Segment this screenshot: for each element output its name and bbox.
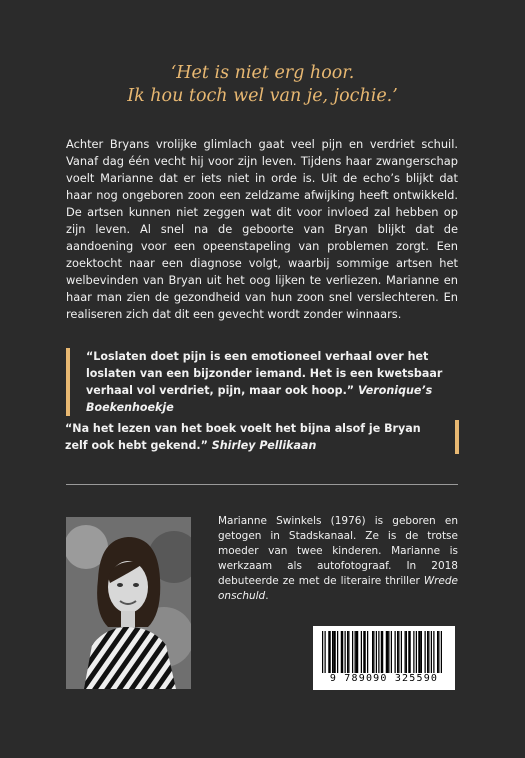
author-bio: [218, 514, 458, 604]
barcode-bar: [388, 631, 389, 673]
barcode-bar: [381, 631, 382, 673]
review-quote-2-source: Shirley Pellikaan: [211, 439, 317, 452]
barcode-bar: [410, 631, 411, 673]
barcode-bar: [395, 631, 396, 673]
barcode-bar: [330, 631, 331, 673]
barcode-bar: [356, 631, 357, 673]
barcode-bar: [428, 631, 429, 673]
barcode-bar: [341, 631, 342, 673]
author-bio-end: .: [265, 590, 269, 602]
barcode-bar: [421, 631, 422, 673]
author-bio-text: Marianne Swinkels (1976) is geboren en getogen in Stadskanaal. Ze is de trotse moeder van twee kinderen. Marianne is werkzaam als autofotograaf. In 2018 debuteerde ze met de literaire thriller: [218, 515, 458, 587]
author-bio-book-title: Wrede onschuld: [218, 575, 458, 602]
tagline-line-1: ‘Het is niet erg hoor.: [170, 63, 355, 83]
barcode-bar: [355, 631, 356, 673]
author-photo: [66, 517, 191, 689]
barcode-bar: [401, 631, 402, 673]
barcode-bar: [332, 631, 333, 673]
author-photo-image: [66, 517, 191, 689]
barcode-bar: [335, 631, 336, 673]
review-quote-2-text: “Na het lezen van het boek voelt het bijna alsof je Bryan zelf ook hebt gekend.”: [65, 422, 421, 452]
barcode-bar: [372, 631, 373, 673]
barcode-bar: [333, 631, 334, 673]
tagline-line-2: Ik hou toch wel van je, jochie.’: [127, 86, 398, 106]
barcode-bar: [373, 631, 374, 673]
barcode-bar: [431, 631, 432, 673]
review-quote-1: [66, 348, 466, 416]
barcode-bar: [325, 631, 326, 673]
barcode-bar: [387, 631, 388, 673]
barcode-bar: [437, 631, 438, 673]
barcode-bar: [386, 631, 387, 673]
review-quote-1-source: Veronique’s Boekenhoekje: [86, 384, 433, 414]
barcode-bar: [365, 631, 366, 673]
barcode-bar: [361, 631, 362, 673]
barcode-bar: [438, 631, 439, 673]
barcode-bar: [413, 631, 414, 673]
barcode-bar: [347, 631, 348, 673]
barcode-bar: [363, 631, 364, 673]
review-quote-2: [65, 420, 459, 454]
barcode-bar: [382, 631, 383, 673]
barcode-bar: [342, 631, 343, 673]
barcode-bar: [406, 631, 407, 673]
isbn-number: 9 789090 325590: [329, 673, 439, 684]
barcode-bar: [337, 631, 338, 673]
barcode-bar: [322, 631, 323, 673]
review-quote-1-text: “Loslaten doet pijn is een emotioneel verhaal over het loslaten van een bijzonder iemand. Het is een kwetsbaar verhaal vol verdriet, pijn, maar ook hoop.”: [86, 350, 443, 397]
book-blurb: Achter Bryans vrolijke glimlach gaat veel pijn en verdriet schuil. Vanaf dag één vecht hij voor zijn leven. Tijdens haar zwangerschap voelt Marianne dat er iets niet in orde is. Uit de echo’s blijkt dat haar nog ongeboren zoon een zeldzame afwijking heeft ontwikkeld. De artsen kunnen niet zeggen wat dit voor invloed zal hebben op zijn leven. Al snel na de geboorte van Bryan blijkt dat de aandoening voor een opeenstapeling van problemen zorgt. Een zoektocht naar een diagnose volgt, waarbij sommige artsen het welbevinden van Bryan uit het oog lijken te verliezen. Marianne en haar man zien de gezondheid van hun zoon snel verslechteren. En realiseren zich dat dit een gevecht wordt zonder winnaars.: [66, 137, 458, 321]
barcode-bar: [397, 631, 398, 673]
barcode-bar: [345, 631, 346, 673]
barcode-bar: [418, 631, 419, 673]
barcode-bar: [433, 631, 434, 673]
barcode-bar: [398, 631, 399, 673]
barcode-bar: [391, 631, 392, 673]
barcode-bar: [416, 631, 417, 673]
barcode-bar: [367, 631, 368, 673]
barcode-bar: [441, 631, 442, 673]
barcode-bar: [357, 631, 358, 673]
tagline: [60, 62, 465, 108]
barcode-bar: [328, 631, 329, 673]
barcode-bar: [405, 631, 406, 673]
barcode-bar: [376, 631, 377, 673]
divider: [66, 484, 458, 485]
barcode-bar: [348, 631, 349, 673]
barcode-bar: [378, 631, 379, 673]
barcode-bar: [420, 631, 421, 673]
barcode-bar: [408, 631, 409, 673]
barcode-bar: [352, 631, 353, 673]
barcode-bar: [425, 631, 426, 673]
barcode-bar: [427, 631, 428, 673]
